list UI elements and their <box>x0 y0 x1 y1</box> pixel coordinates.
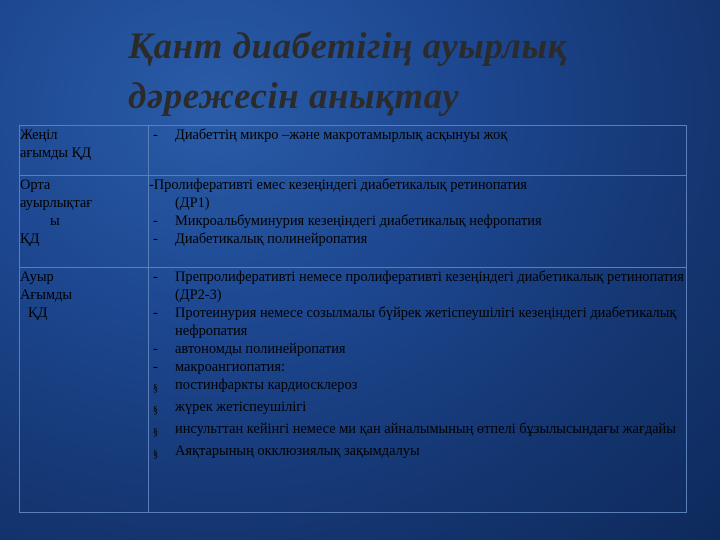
category-label: ауырлықтағ <box>20 195 93 211</box>
category-label: ы <box>50 213 60 229</box>
section-bullet-icon: § <box>153 383 158 394</box>
list-item <box>149 230 686 248</box>
list-item <box>149 376 686 398</box>
dash-marker: - <box>153 305 158 321</box>
severity-table <box>19 125 687 513</box>
list-item <box>149 398 686 420</box>
item-text: Протеинурия немесе созылмалы бүйрек жетiспеушiлiгi кезеңiндегi диабетикалық нефропатия <box>175 305 677 339</box>
dash-marker: - <box>153 269 158 285</box>
item-text: жүрек жетiспеушiлiгi <box>175 399 307 415</box>
description-cell <box>149 268 687 513</box>
dash-marker: - <box>153 127 158 143</box>
title-line-1: Қант диабетiгiң ауырлық <box>128 26 567 67</box>
item-text: Диабетикалық полинейропатия <box>175 231 368 247</box>
list-item <box>149 268 686 304</box>
dash-marker: - <box>153 359 158 375</box>
item-text: постинфаркты кардиосклероз <box>175 377 358 393</box>
dash-marker: - <box>153 341 158 357</box>
lead-text-continuation: (ДР1) <box>175 195 210 211</box>
category-cell <box>20 126 149 176</box>
category-label: Жеңiл <box>20 127 58 143</box>
description-cell <box>149 176 687 268</box>
list-item <box>149 358 686 376</box>
table-row-mild <box>20 126 687 176</box>
item-text: инсульттан кейiнгi немесе ми қан айналымының өтпелi бұзылысындағы жағдайы <box>175 421 676 437</box>
list-item <box>149 304 686 340</box>
category-label: Ауыр <box>20 269 54 285</box>
table-row-moderate <box>20 176 687 268</box>
description-cell <box>149 126 687 176</box>
slide-title <box>128 22 708 122</box>
category-cell <box>20 268 149 513</box>
item-text: Микроальбуминурия кезеңiндегi диабетикалық нефропатия <box>175 213 542 229</box>
category-label: Ағымды <box>20 287 73 303</box>
dash-marker: - <box>153 231 158 247</box>
lead-text: -Пролиферативтi емес кезеңiндегi диабетикалық ретинопатия <box>149 177 528 193</box>
category-label: ҚД <box>28 305 48 321</box>
list-item <box>149 212 686 230</box>
list-item <box>149 442 686 464</box>
category-label: ҚД <box>20 231 40 247</box>
category-label: ағымды ҚД <box>20 145 92 161</box>
list-item <box>149 126 686 144</box>
dash-marker: - <box>153 213 158 229</box>
section-bullet-icon: § <box>153 405 158 416</box>
category-cell <box>20 176 149 268</box>
item-text: автономды полинейропатия <box>175 341 346 357</box>
category-label: Орта <box>20 177 51 193</box>
item-text: Препролиферативтi немесе пролиферативтi кезеңiндегi диабетикалық ретинопатия (ДР2-3) <box>175 269 684 303</box>
section-bullet-icon: § <box>153 427 158 438</box>
item-text: макроангиопатия: <box>175 359 285 375</box>
item-text: Аяқтарының окклюзиялық зақымдалуы <box>175 443 420 459</box>
section-bullet-icon: § <box>153 449 158 460</box>
title-line-2: дәрежесiн анықтау <box>128 76 460 117</box>
table-row-severe <box>20 268 687 513</box>
item-text: Диабеттiң микро –және макротамырлық асқынуы жоқ <box>175 127 508 143</box>
list-item <box>149 340 686 358</box>
list-item <box>149 420 686 442</box>
